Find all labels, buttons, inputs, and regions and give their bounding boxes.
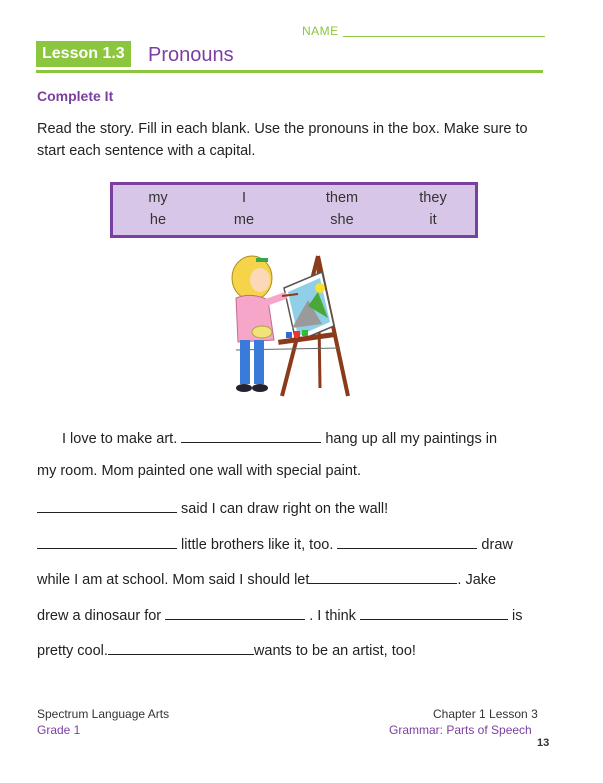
answer-blank-5[interactable] xyxy=(309,569,457,584)
story-text: draw xyxy=(481,537,513,553)
story-text: is xyxy=(512,608,523,624)
story-text: . I think xyxy=(309,608,356,624)
story-text: said I can draw right on the wall! xyxy=(181,501,389,517)
girl-painting-at-easel-illustration xyxy=(222,248,352,398)
story-text: my room. Mom painted one wall with special paint. xyxy=(37,463,361,479)
word-they: they xyxy=(419,190,447,206)
story-line-1 xyxy=(62,428,497,447)
story-line-3 xyxy=(37,498,388,517)
story-text: wants to be an artist, too! xyxy=(253,643,416,659)
story-text: little brothers like it, too. xyxy=(181,537,334,553)
answer-blank-3[interactable] xyxy=(37,534,177,549)
answer-blank-1[interactable] xyxy=(181,428,321,443)
answer-blank-6[interactable] xyxy=(165,605,305,620)
story-line-2 xyxy=(37,463,361,479)
section-heading: Complete It xyxy=(37,88,114,104)
answer-blank-4[interactable] xyxy=(337,534,477,549)
word-me: me xyxy=(233,212,255,228)
word-I: I xyxy=(241,190,247,206)
page-number: 13 xyxy=(537,737,550,749)
story-line-7 xyxy=(37,640,416,659)
name-blank-line[interactable] xyxy=(343,36,545,37)
story-text: while I am at school. Mom said I should let xyxy=(37,572,310,588)
footer-book-title: Spectrum Language Arts xyxy=(37,707,170,721)
word-them: them xyxy=(325,190,359,206)
header-divider xyxy=(36,70,543,73)
word-it: it xyxy=(429,212,437,228)
pronoun-word-box xyxy=(110,182,478,238)
footer-grade: Grade 1 xyxy=(37,723,81,737)
lesson-title: Pronouns xyxy=(148,44,234,66)
story-line-5 xyxy=(37,569,496,588)
answer-blank-7[interactable] xyxy=(360,605,508,620)
name-label: NAME xyxy=(302,24,339,38)
story-text: drew a dinosaur for xyxy=(37,608,162,624)
word-he: he xyxy=(149,212,167,228)
footer-topic: Grammar: Parts of Speech xyxy=(389,723,532,737)
story-text: I love to make art. xyxy=(62,431,178,447)
word-my: my xyxy=(148,190,168,206)
story-text: . Jake xyxy=(457,572,497,588)
word-she: she xyxy=(330,212,354,228)
story-line-4 xyxy=(37,534,513,553)
lesson-badge: Lesson 1.3 xyxy=(36,41,131,67)
story-line-6 xyxy=(37,605,522,624)
instructions-text: Read the story. Fill in each blank. Use the pronouns in the box. Make sure to start each sentence with a capital. xyxy=(37,121,528,159)
answer-blank-2[interactable] xyxy=(37,498,177,513)
story-text: pretty cool. xyxy=(37,643,108,659)
answer-blank-8[interactable] xyxy=(108,640,254,655)
footer-chapter: Chapter 1 Lesson 3 xyxy=(433,707,538,721)
story-text: hang up all my paintings in xyxy=(325,431,498,447)
